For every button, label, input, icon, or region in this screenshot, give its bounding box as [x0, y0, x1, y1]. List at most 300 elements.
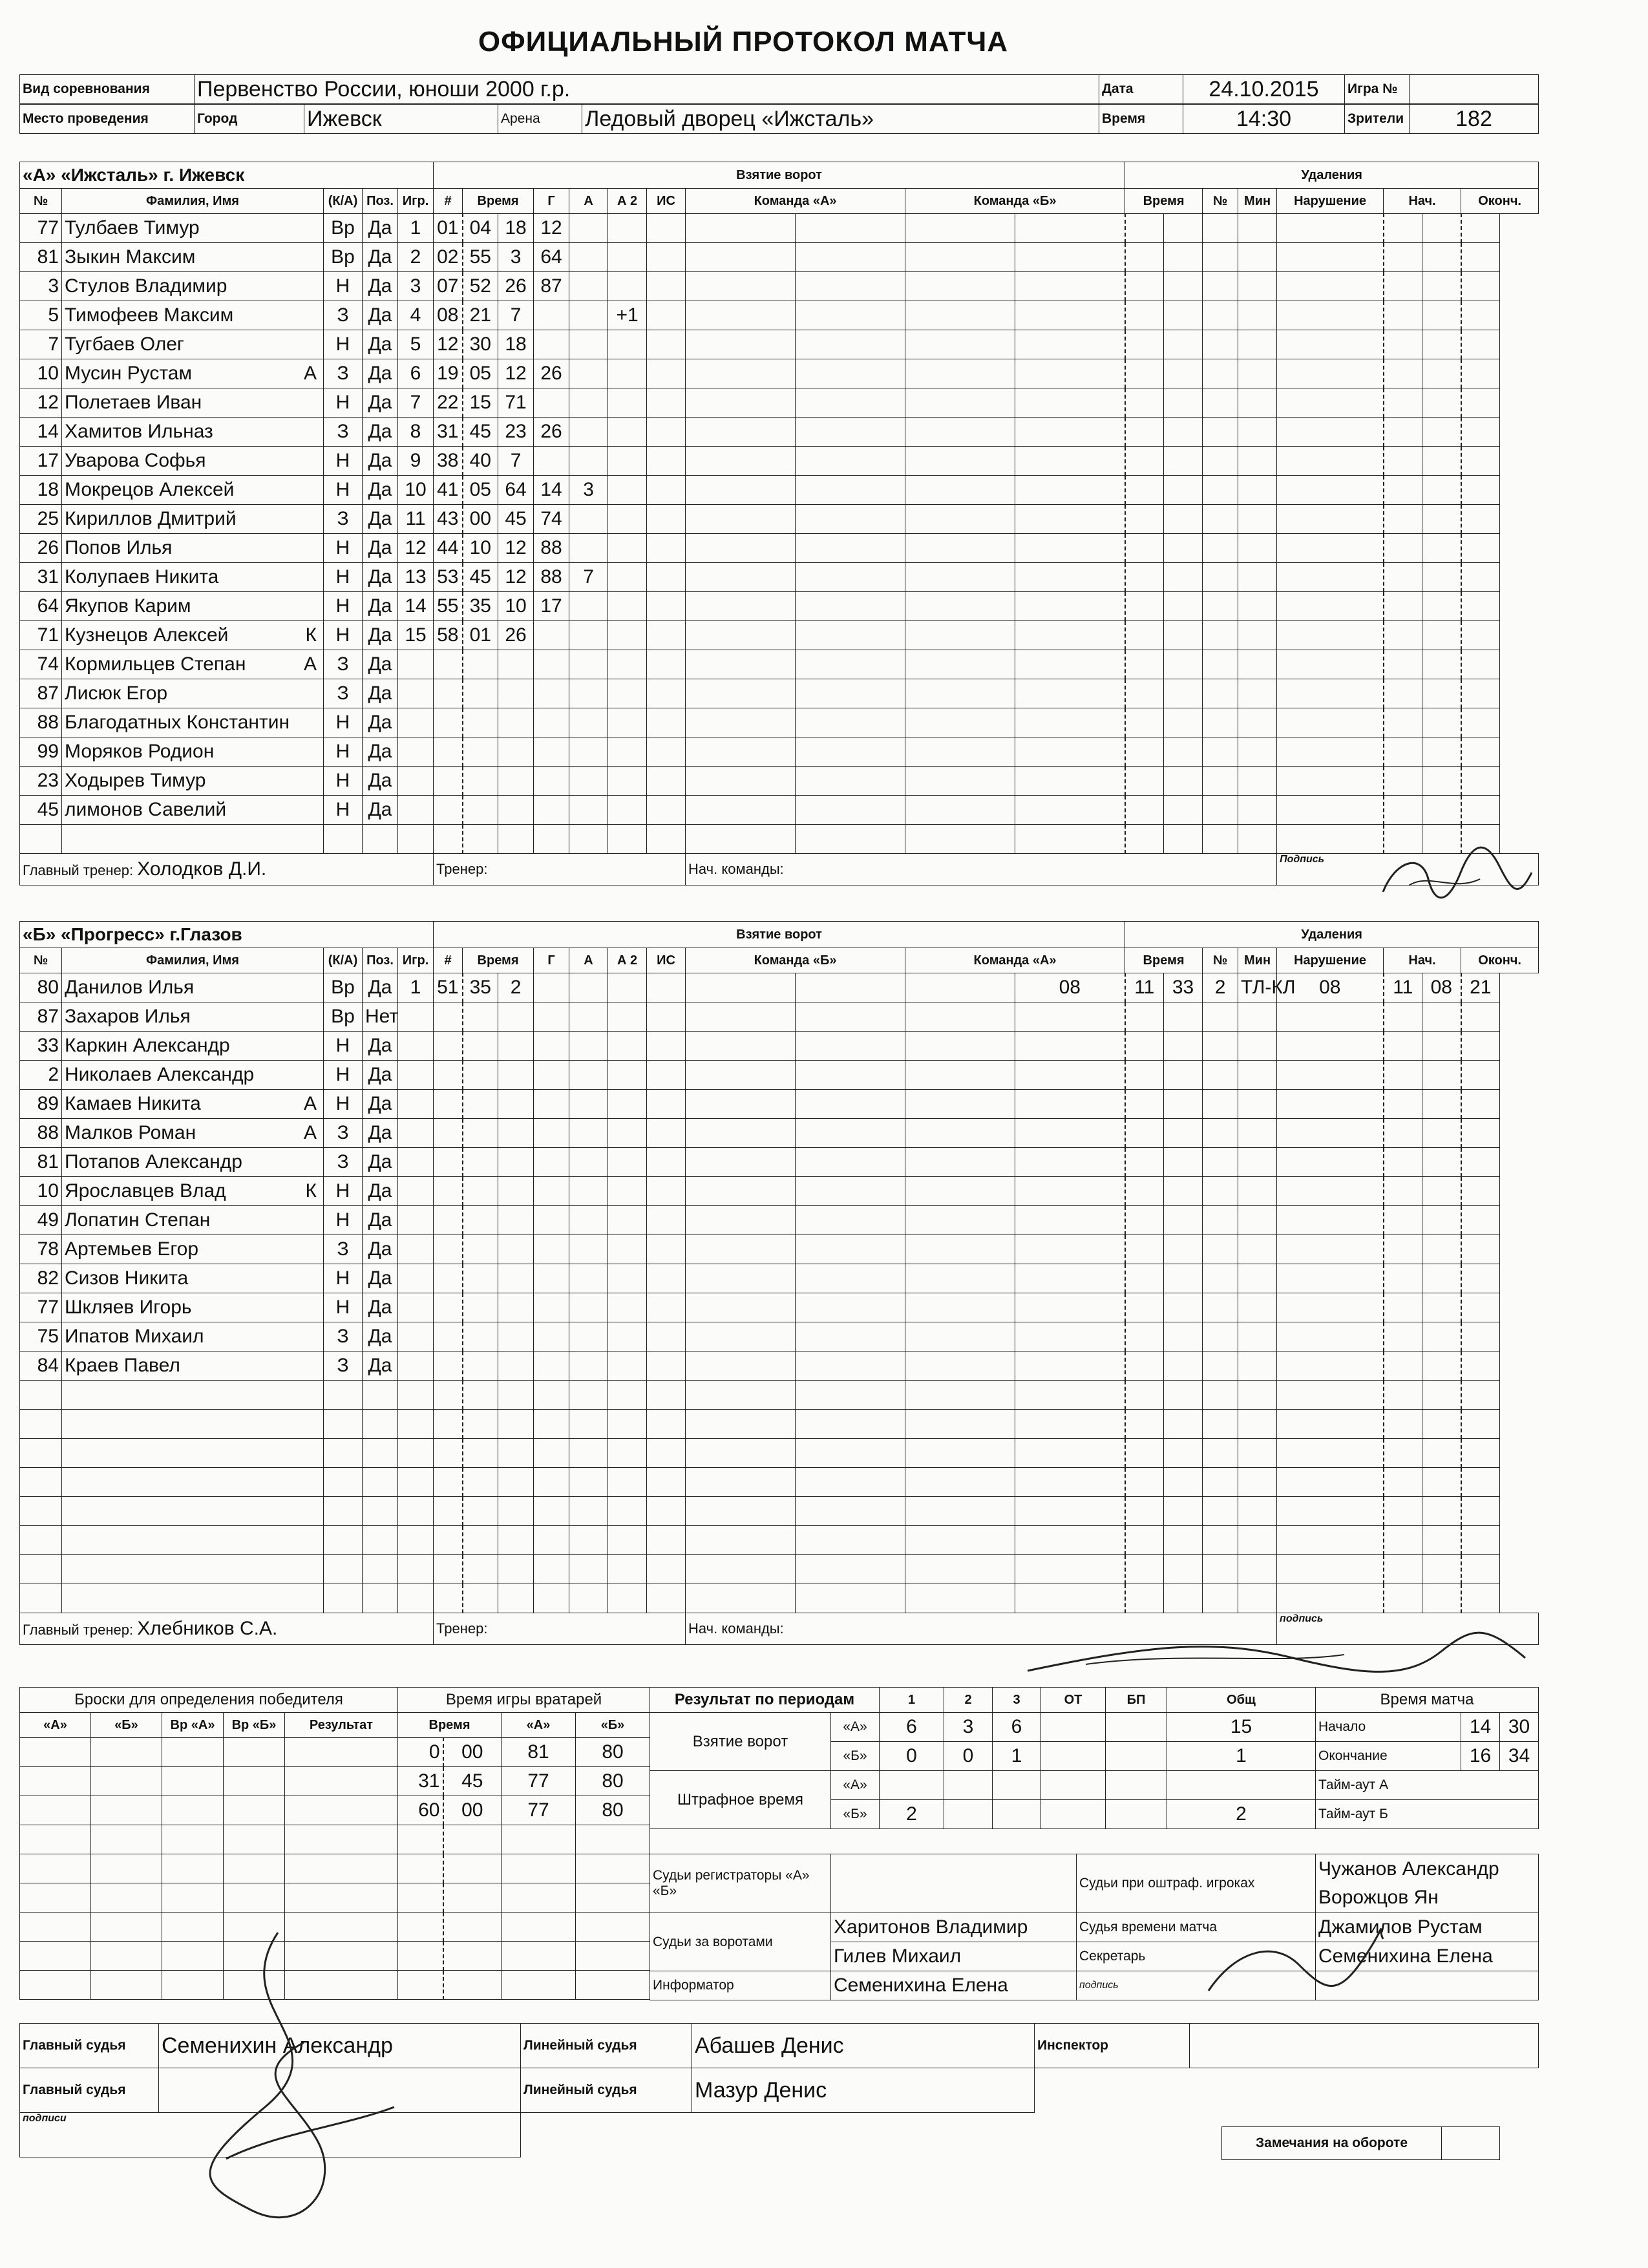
pen-player [1164, 330, 1203, 359]
pen-start-sec [1384, 708, 1422, 737]
pen-start-sec [1384, 272, 1422, 301]
pen-time-sec [1125, 1439, 1164, 1468]
goal-situation [608, 621, 647, 650]
pen-violation [1238, 243, 1277, 272]
pen-player [1164, 563, 1203, 592]
player-row [20, 1206, 1539, 1235]
goal-assist-1: 88 [534, 563, 569, 592]
spectators-label: Зрители [1345, 105, 1410, 134]
goal-second [463, 737, 498, 767]
pen-start-sec [1384, 1293, 1422, 1322]
pen-minutes [1203, 1177, 1238, 1206]
pen-violation [1238, 737, 1277, 767]
pen-start-sec [1384, 1497, 1422, 1526]
pen-time-min [1015, 650, 1125, 679]
goal-assist-1: 88 [534, 534, 569, 563]
pen-end-min [1422, 1032, 1461, 1061]
goal-assist-1 [534, 621, 569, 650]
goal-number [398, 1439, 434, 1468]
registrars-value [831, 1854, 1077, 1913]
player-played: Да [363, 447, 398, 476]
goalie-b [576, 1971, 650, 2000]
goal-assist-2 [569, 1235, 608, 1264]
goal-scorer [498, 1410, 534, 1439]
player-number: 3 [20, 272, 62, 301]
goal-situation [608, 1177, 647, 1206]
player-name [62, 767, 324, 796]
col-pen-violation: Нарушение [1277, 948, 1384, 973]
goal-situation [608, 650, 647, 679]
goal-situation [608, 1439, 647, 1468]
player-number [20, 1526, 62, 1555]
inspector-label: Инспектор [1035, 2024, 1190, 2068]
pen-end-min [1422, 418, 1461, 447]
pen-minutes [1203, 737, 1238, 767]
pen-time-min [1015, 1061, 1125, 1090]
period-value: 1 [1167, 1742, 1316, 1771]
pen-end-sec [1461, 330, 1500, 359]
goalie-a: 77 [502, 1767, 576, 1796]
period-value [944, 1771, 993, 1800]
pen-end-sec [1461, 1381, 1500, 1410]
pen-end-min [1422, 1177, 1461, 1206]
period-goals-label: Взятие ворот [650, 1713, 831, 1771]
pen-start-sec [1384, 825, 1422, 854]
goal-second [463, 1555, 498, 1584]
goal-scorer [498, 1119, 534, 1148]
pen-time-min [1015, 388, 1125, 418]
goal-tally-cell [686, 737, 796, 767]
shootout-table [19, 1687, 398, 2000]
pen-end-sec [1461, 708, 1500, 737]
pen-time-sec [1125, 650, 1164, 679]
officials-signature [1316, 1971, 1539, 2000]
pen-player [1164, 1119, 1203, 1148]
goal-tally-cell [647, 476, 686, 505]
goal-tally-cell [905, 1555, 1015, 1584]
goal-minute [434, 1526, 463, 1555]
pen-end-min [1422, 1555, 1461, 1584]
linesman-label-1: Линейный судья [521, 2024, 692, 2068]
goal-tally-cell [686, 330, 796, 359]
goal-assist-1 [534, 1497, 569, 1526]
inspector-value [1190, 2024, 1539, 2068]
player-played: Да [363, 1235, 398, 1264]
shootout-cell [20, 1854, 91, 1883]
player-row [20, 1119, 1539, 1148]
goal-assist-1 [534, 708, 569, 737]
competition-label: Вид соревнования [20, 75, 195, 104]
goal-tally-cell [647, 1351, 686, 1381]
pen-end-sec [1461, 1439, 1500, 1468]
goal-assist-1 [534, 1032, 569, 1061]
player-row [20, 1148, 1539, 1177]
period-value [1041, 1800, 1106, 1829]
player-position [324, 1439, 363, 1468]
goal-minute [434, 1468, 463, 1497]
goal-minute: 41 [434, 476, 463, 505]
col-pen-end: Оконч. [1461, 189, 1539, 214]
goal-tally-cell [796, 1439, 905, 1468]
goal-assist-2 [569, 796, 608, 825]
pen-time-sec [1125, 825, 1164, 854]
goal-assist-2 [569, 767, 608, 796]
goal-scorer [498, 1090, 534, 1119]
goal-tally-cell [647, 796, 686, 825]
pen-minutes [1203, 679, 1238, 708]
player-name-text: Стулов Владимир [65, 275, 227, 297]
goal-tally-cell [796, 1293, 905, 1322]
goal-tally-cell [905, 1206, 1015, 1235]
pen-minutes [1203, 476, 1238, 505]
player-name [62, 1381, 324, 1410]
pen-violation [1238, 1032, 1277, 1061]
pen-time-min [1015, 1177, 1125, 1206]
head-coach [20, 1613, 434, 1645]
venue-table [19, 104, 1539, 134]
goal-assist-1 [534, 767, 569, 796]
goal-scorer: 10 [498, 592, 534, 621]
goal-tally-cell [647, 1119, 686, 1148]
goal-tally-cell [686, 301, 796, 330]
goal-tally-cell [686, 1584, 796, 1613]
pen-violation [1238, 301, 1277, 330]
goal-scorer [498, 1468, 534, 1497]
pen-end-min [1422, 1206, 1461, 1235]
player-played: Да [363, 505, 398, 534]
pen-violation [1238, 1293, 1277, 1322]
player-played: Да [363, 767, 398, 796]
player-name-text: Ярославцев Влад [65, 1180, 226, 1202]
player-number: 84 [20, 1351, 62, 1381]
pen-start-sec: 11 [1384, 973, 1422, 1002]
goal-situation [608, 1235, 647, 1264]
goal-tally-cell [796, 1235, 905, 1264]
player-name [62, 1526, 324, 1555]
goalie-b [576, 1913, 650, 1942]
player-name-text: Шкляев Игорь [65, 1297, 192, 1318]
goalie-row [398, 1971, 650, 2000]
goal-number [398, 1351, 434, 1381]
pen-minutes [1203, 359, 1238, 388]
goal-tally-cell [905, 767, 1015, 796]
pen-start-sec [1384, 1177, 1422, 1206]
pen-start-min [1277, 1090, 1384, 1119]
pen-time-min [1015, 1410, 1125, 1439]
player-row [20, 708, 1539, 737]
pen-player [1164, 621, 1203, 650]
pen-minutes [1203, 505, 1238, 534]
goal-situation [608, 1497, 647, 1526]
goal-tally-cell [686, 1235, 796, 1264]
goal-tally-cell [647, 592, 686, 621]
pen-end-sec [1461, 243, 1500, 272]
pen-player [1164, 1090, 1203, 1119]
goal-tally-cell [796, 1264, 905, 1293]
goal-second: 00 [463, 505, 498, 534]
goal-tally-cell [796, 447, 905, 476]
player-row [20, 1351, 1539, 1381]
pen-start-min [1277, 1555, 1384, 1584]
player-name [62, 1351, 324, 1381]
period-col-bp: БП [1106, 1688, 1167, 1713]
goal-tally-cell [686, 1381, 796, 1410]
pen-end-sec [1461, 1555, 1500, 1584]
head-coach-label: Главный тренер: [23, 862, 134, 878]
goal-tally-cell [647, 214, 686, 243]
pen-player [1164, 1264, 1203, 1293]
goal-number [398, 1293, 434, 1322]
player-number [20, 1555, 62, 1584]
pen-time-sec [1125, 737, 1164, 767]
player-number: 45 [20, 796, 62, 825]
player-number [20, 1381, 62, 1410]
periods-table [650, 1687, 1316, 1829]
goal-tally-cell [647, 1148, 686, 1177]
period-value [880, 1771, 944, 1800]
pen-start-sec [1384, 1322, 1422, 1351]
goalie-minute [398, 1971, 443, 2000]
goal-assist-2 [569, 1264, 608, 1293]
team-signature-label: подпись [1277, 1613, 1539, 1645]
pen-time-min [1015, 301, 1125, 330]
pen-minutes [1203, 767, 1238, 796]
player-position: З [324, 301, 363, 330]
player-name-text: Николаев Александр [65, 1064, 255, 1085]
goal-tally-cell [796, 1090, 905, 1119]
shootout-row [20, 1913, 398, 1942]
goal-situation [608, 563, 647, 592]
pen-minutes [1203, 418, 1238, 447]
pen-time-min [1015, 1526, 1125, 1555]
player-name-text: Кириллов Дмитрий [65, 508, 237, 529]
period-value [1106, 1771, 1167, 1800]
shootout-cell [162, 1883, 224, 1913]
shootout-cell [162, 1942, 224, 1971]
player-position: Н [324, 796, 363, 825]
player-name [62, 621, 324, 650]
pen-time-min [1015, 1119, 1125, 1148]
goal-scorer: 26 [498, 621, 534, 650]
goal-minute [434, 796, 463, 825]
pen-start-min [1277, 476, 1384, 505]
goal-tally-cell [647, 359, 686, 388]
goalie-second [443, 1883, 502, 1913]
pen-start-sec [1384, 1555, 1422, 1584]
pen-minutes [1203, 1119, 1238, 1148]
pen-start-min [1277, 621, 1384, 650]
pen-player [1164, 1148, 1203, 1177]
pen-violation [1238, 1468, 1277, 1497]
shootout-col-a: «А» [20, 1713, 91, 1738]
player-number: 81 [20, 1148, 62, 1177]
pen-violation [1238, 1439, 1277, 1468]
goal-tally-cell [796, 243, 905, 272]
player-row [20, 737, 1539, 767]
pen-violation [1238, 1497, 1277, 1526]
pen-time-min [1015, 679, 1125, 708]
pen-end-min [1422, 1235, 1461, 1264]
goal-second [463, 825, 498, 854]
pen-minutes [1203, 243, 1238, 272]
goal-minute: 58 [434, 621, 463, 650]
goal-number: 8 [398, 418, 434, 447]
goal-assist-2 [569, 447, 608, 476]
pen-minutes [1203, 1410, 1238, 1439]
shootout-cell [285, 1942, 398, 1971]
goal-scorer [498, 825, 534, 854]
goal-minute [434, 1235, 463, 1264]
time-value: 14:30 [1183, 105, 1345, 134]
player-row [20, 1497, 1539, 1526]
pen-start-sec [1384, 621, 1422, 650]
pen-end-min [1422, 825, 1461, 854]
pen-start-min [1277, 737, 1384, 767]
goalie-b [576, 1883, 650, 1913]
goal-tally-cell [905, 1235, 1015, 1264]
player-name-text: Колупаев Никита [65, 566, 219, 588]
goal-number [398, 1206, 434, 1235]
period-value [1041, 1713, 1106, 1742]
player-name [62, 563, 324, 592]
match-end-label: Окончание [1316, 1742, 1461, 1771]
player-name [62, 796, 324, 825]
col-situation: ИС [647, 948, 686, 973]
goal-tally-cell [647, 563, 686, 592]
pen-start-sec [1384, 447, 1422, 476]
goal-tally-cell [905, 505, 1015, 534]
col-pen-min: Мин [1238, 948, 1277, 973]
arena-label: Арена [498, 105, 582, 134]
pen-player [1164, 1293, 1203, 1322]
pen-time-min [1015, 1381, 1125, 1410]
col-name: Фамилия, Имя [62, 189, 324, 214]
date-value: 24.10.2015 [1183, 75, 1345, 104]
goal-tally-cell [905, 1351, 1015, 1381]
pen-time-sec [1125, 214, 1164, 243]
player-name [62, 1090, 324, 1119]
pen-violation [1238, 1119, 1277, 1148]
player-name-text: Полетаев Иван [65, 392, 202, 413]
shootout-cell [162, 1971, 224, 2000]
player-played: Да [363, 272, 398, 301]
pen-end-sec [1461, 214, 1500, 243]
goal-second [463, 1410, 498, 1439]
goal-tally-cell [686, 1148, 796, 1177]
goal-number [398, 1497, 434, 1526]
pen-time-sec [1125, 679, 1164, 708]
goal-tally-cell [647, 1206, 686, 1235]
pen-violation [1238, 1381, 1277, 1410]
goal-minute [434, 1584, 463, 1613]
player-row [20, 330, 1539, 359]
player-number: 25 [20, 505, 62, 534]
shootout-row [20, 1942, 398, 1971]
pen-start-min [1277, 1468, 1384, 1497]
pen-minutes [1203, 301, 1238, 330]
pen-time-sec [1125, 796, 1164, 825]
pen-time-min [1015, 1322, 1125, 1351]
goal-tally-cell [686, 1351, 796, 1381]
time-label: Время [1099, 105, 1183, 134]
goal-situation [608, 1061, 647, 1090]
goal-tally-cell [796, 708, 905, 737]
goal-tally-cell [647, 388, 686, 418]
goal-scorer [498, 737, 534, 767]
player-played [363, 1381, 398, 1410]
goal-assist-2 [569, 1497, 608, 1526]
goal-assist-1 [534, 679, 569, 708]
pen-end-sec [1461, 1497, 1500, 1526]
col-assist-2: А 2 [608, 948, 647, 973]
penbox-label: Судьи при оштраф. игроках [1077, 1854, 1316, 1913]
goal-tally-cell [796, 1555, 905, 1584]
player-name [62, 1439, 324, 1468]
player-name [62, 1410, 324, 1439]
goal-number [398, 1235, 434, 1264]
goal-tally-cell [647, 1090, 686, 1119]
player-name [62, 359, 324, 388]
goal-minute: 44 [434, 534, 463, 563]
date-label: Дата [1099, 75, 1183, 104]
pen-time-min [1015, 1351, 1125, 1381]
player-row [20, 447, 1539, 476]
goal-tally-cell [686, 767, 796, 796]
pen-violation [1238, 1584, 1277, 1613]
goal-second [463, 1002, 498, 1032]
pen-time-min [1015, 243, 1125, 272]
pen-start-sec [1384, 330, 1422, 359]
goal-minute [434, 1119, 463, 1148]
pen-player [1164, 1177, 1203, 1206]
pen-end-min [1422, 1526, 1461, 1555]
goal-tally-cell [647, 1584, 686, 1613]
player-played: Да [363, 214, 398, 243]
goal-tally-cell [796, 476, 905, 505]
trainer-label: Тренер: [434, 854, 686, 885]
pen-start-min [1277, 1410, 1384, 1439]
pen-end-sec [1461, 1119, 1500, 1148]
pen-time-min [1015, 796, 1125, 825]
officials-signature-label: подпись [1077, 1971, 1316, 2000]
pen-start-sec [1384, 418, 1422, 447]
goal-assist-1 [534, 650, 569, 679]
goalie-b [576, 1942, 650, 1971]
col-pen-no: № [1203, 189, 1238, 214]
pen-end-sec [1461, 679, 1500, 708]
goal-minute: 55 [434, 592, 463, 621]
trainer-label: Тренер: [434, 1613, 686, 1645]
player-row [20, 1526, 1539, 1555]
col-ka: (К/А) [324, 189, 363, 214]
player-name-text: Камаев Никита [65, 1093, 201, 1114]
goal-scorer: 12 [498, 563, 534, 592]
shootout-col-result: Результат [285, 1713, 398, 1738]
pen-end-min [1422, 388, 1461, 418]
pen-end-min [1422, 1410, 1461, 1439]
goal-tally-cell [686, 796, 796, 825]
player-number: 87 [20, 679, 62, 708]
col-assist-1: А [569, 948, 608, 973]
pen-violation [1238, 1322, 1277, 1351]
pen-violation [1238, 1061, 1277, 1090]
player-role: А [303, 653, 317, 675]
col-assist-1: А [569, 189, 608, 214]
goal-tally-cell [686, 1206, 796, 1235]
goalie-minute [398, 1883, 443, 1913]
pen-end-sec [1461, 1032, 1500, 1061]
goal-minute: 43 [434, 505, 463, 534]
